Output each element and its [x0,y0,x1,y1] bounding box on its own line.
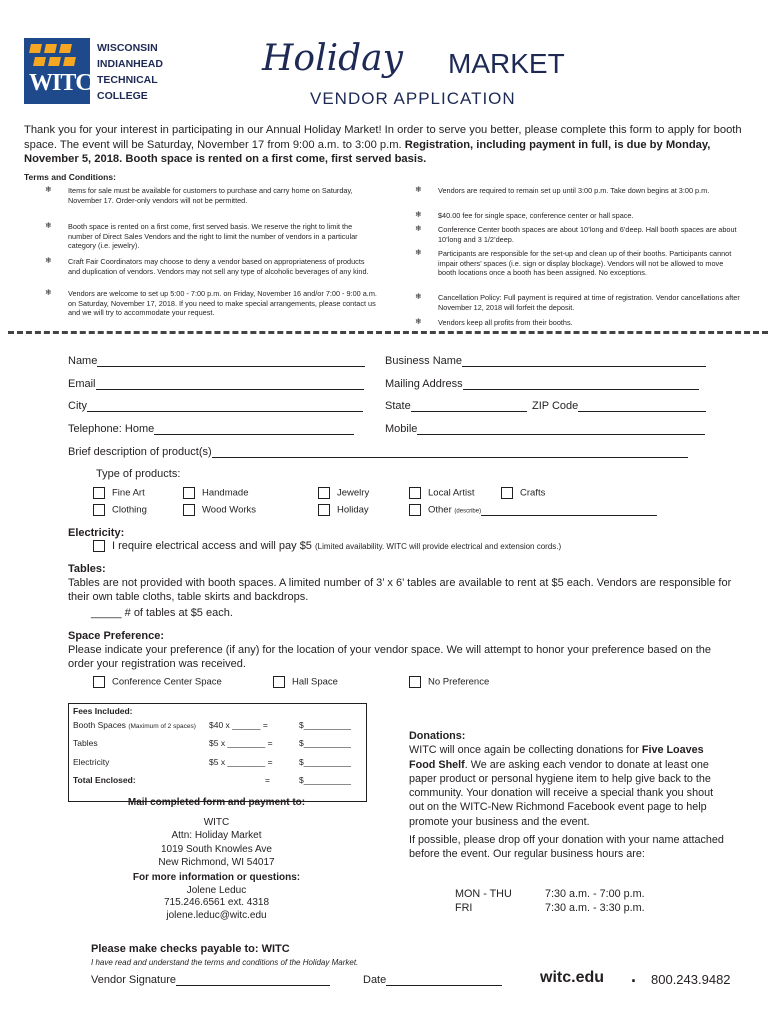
college-name [97,40,163,104]
space-heading: Space Preference: [68,630,164,642]
info-line: Jolene Leduc [186,884,247,896]
checkbox-local-artist[interactable]: Local Artist [409,487,474,499]
table-count-field[interactable]: _____ # of tables at $5 each. [91,607,233,619]
snowflake-icon: ❄ [415,224,422,233]
term-item: ❄ Vendors are welcome to set up 5:00 - 7:00 p.m. on Friday, November 16 and/or 7:00 - 9:00 a.m. on Saturday, November 17, 2018. If you need to make special arrangements, please contact us and we will try to accommodate your request. [45,288,377,318]
checkbox-icon[interactable] [273,676,285,688]
mobile-field[interactable]: Mobile [385,423,705,435]
mail-block [68,796,365,870]
checkbox-icon[interactable] [501,487,513,499]
fee-row-total[interactable]: $__________ [299,757,352,767]
intro-text: Thank you for your interest in participating in our Annual Holiday Market! In order to serve you better, please complete this form to apply for booth space. The event will be Saturday, November 17 from 9:00 a.m. to 3:00 p.m. [24,124,742,151]
donations-dropoff: If possible, please drop off your donation with your name attached before the event. Our regular business hours are: [409,834,724,861]
space-text: Please indicate your preference (if any) for the location of your vendor space. We will attempt to honor your preference based on the order your registration was received. [68,644,712,670]
fee-row: Tables [73,738,98,748]
info-heading: For more information or questions: [132,872,301,883]
snowflake-icon: ❄ [45,256,52,265]
tables-heading: Tables: [68,563,106,575]
checkbox-conference-center[interactable]: Conference Center Space [93,676,222,688]
checkbox-icon[interactable] [318,504,330,516]
cut-line-divider [8,331,768,334]
term-item: ❄ Items for sale must be available for customers to purchase and carry home on Saturday, November 17. Order-only vendors will not be permitted. [45,185,353,205]
telephone-field[interactable]: Telephone: Home [68,423,354,435]
checkbox-other[interactable]: Other (describe) [409,504,657,516]
snowflake-icon: ❄ [415,248,422,257]
snowflake-icon: ❄ [45,185,52,194]
checkbox-holiday[interactable]: Holiday [318,504,369,516]
checkbox-icon[interactable] [318,487,330,499]
donations-block [409,729,731,862]
product-description-field[interactable]: Brief description of product(s) [68,446,688,458]
hours-days: MON - THU FRI [455,888,512,914]
fee-row-price[interactable]: $40 x ______ = [209,720,268,730]
donations-text: WITC will once again be collecting donations for Five Loaves Food Shelf. We are asking each vendor to donate at least one paper product or personal hygiene item to help give back to the community. Your donation will receive a special thank you shout out on the WITC-New Richmond Facebook event page to help promote your business and the event. [409,744,714,828]
info-block [68,872,365,922]
name-field[interactable]: Name [68,355,365,367]
checkbox-wood-works[interactable]: Wood Works [183,504,256,516]
footer-website[interactable]: witc.edu [540,969,605,986]
checkbox-icon[interactable] [409,676,421,688]
fee-row-price[interactable]: $5 x ________ = [209,738,273,748]
term-item: ❄ Cancellation Policy: Full payment is required at time of registration. Vendor cancellations after November 12, 2018 will forfeit the deposit. [415,292,740,312]
hours-times: 7:30 a.m. - 7:00 p.m. 7:30 a.m. - 3:30 p.m. [545,888,645,914]
fee-row-price: = [265,775,270,785]
electricity-heading: Electricity: [68,527,125,539]
snowflake-icon: ❄ [415,210,422,219]
info-line: 715.246.6561 ext. 4318 [163,897,270,908]
term-item: ❄ Craft Fair Coordinators may choose to deny a vendor based on appropriateness of products and duplication of vendors. Vendors may not sell any type of alcoholic beverages of any kind. [45,256,369,276]
checkbox-crafts[interactable]: Crafts [501,487,545,499]
intro-deadline: Registration, including payment in full, is due by Monday, November 5, 2018. Booth space is rented on a first come, first served basis. [24,138,711,165]
checkbox-no-preference[interactable]: No Preference [409,676,489,688]
intro-paragraph [24,123,746,167]
checks-payable: Please make checks payable to: WITC [91,943,290,955]
checkbox-handmade[interactable]: Handmade [183,487,248,499]
mail-line: 1019 South Knowles Ave [160,843,272,855]
term-item: ❄ Participants are responsible for the set-up and clean up of their booths. Participants cannot impair others’ spaces (i.e. sign or display blockage). Vendors will not be allowed to move booth locations once a booth has been assigned. No exceptions. [415,248,732,278]
snowflake-icon: ❄ [415,292,422,301]
witc-logo [24,38,90,104]
checkbox-icon[interactable] [183,504,195,516]
checkbox-clothing[interactable]: Clothing [93,504,147,516]
fee-row: Electricity [73,757,110,767]
tables-text: Tables are not provided with booth spaces. A limited number of 3’ x 6’ tables are available to rent at $5 each. Vendors are responsible for their own table cloths, table skirts and backdrops. [68,577,732,603]
mailing-address-field[interactable]: Mailing Address [385,378,699,390]
email-field[interactable]: Email [68,378,364,390]
title-market: MARKET [448,48,565,79]
fee-row: Total Enclosed: [73,775,136,785]
checkbox-icon[interactable] [93,504,105,516]
college-line: TECHNICAL [97,74,158,86]
footer-phone: 800.243.9482 [651,972,731,987]
mail-line: Attn: Holiday Market [171,830,262,841]
checkbox-icon[interactable] [183,487,195,499]
checkbox-icon[interactable] [93,487,105,499]
mail-line: WITC [203,816,230,828]
term-item: ❄ $40.00 fee for single space, conference center or hall space. [415,210,634,220]
footer-separator: . [631,966,637,986]
acknowledgement: I have read and understand the terms and conditions of the Holiday Market. [91,958,359,967]
checkbox-icon[interactable] [409,487,421,499]
fee-row-total[interactable]: $__________ [299,775,352,785]
fees-box [68,703,367,802]
snowflake-icon: ❄ [45,288,52,297]
term-item: ❄ Vendors are required to remain set up until 3:00 p.m. Take down begins at 3:00 p.m. [415,185,710,195]
state-field[interactable]: State [385,400,527,412]
fee-row-total[interactable]: $__________ [299,720,352,730]
subtitle: VENDOR APPLICATION [310,89,516,108]
snowflake-icon: ❄ [415,185,422,194]
college-line: COLLEGE [97,90,148,102]
fees-heading: Fees Included: [73,706,133,716]
info-email[interactable]: jolene.leduc@witc.edu [166,909,267,921]
fee-row-price[interactable]: $5 x ________ = [209,757,273,767]
term-item: ❄ Vendors keep all profits from their booths. [415,317,573,327]
snowflake-icon: ❄ [45,221,52,230]
signature-field[interactable]: Vendor Signature [91,974,330,986]
mail-heading: Mail completed form and payment to: [127,797,306,808]
donations-heading: Donations: [409,730,466,742]
snowflake-icon: ❄ [415,317,422,326]
mail-line: New Richmond, WI 54017 [158,857,275,868]
fee-row-total[interactable]: $__________ [299,738,352,748]
checkbox-fine-art[interactable]: Fine Art [93,487,145,499]
electricity-checkbox[interactable]: I require electrical access and will pay $5 (Limited availability. WITC will provide electrical and extension cords.) [93,540,561,552]
college-line: WISCONSIN [97,42,158,54]
term-item: ❄ Booth space is rented on a first come, first served basis. We reserve the right to limit the number of Direct Sales Vendors and the right to limit the number of vendors in a particular category (i.e. jewelry). [45,221,358,251]
terms-heading: Terms and Conditions: [24,172,116,182]
product-type-label: Type of products: [96,468,181,480]
checkbox-hall-space[interactable]: Hall Space [273,676,338,688]
zip-field[interactable]: ZIP Code [532,400,706,412]
checkbox-icon[interactable] [93,676,105,688]
checkbox-icon[interactable] [93,540,105,552]
title-script: Holiday [262,38,403,79]
checkbox-jewelry[interactable]: Jewelry [318,487,369,499]
business-name-field[interactable]: Business Name [385,355,706,367]
fee-row: Booth Spaces (Maximum of 2 spaces) [73,720,196,730]
date-field[interactable]: Date [363,974,502,986]
logo-text: WITC [29,70,92,96]
city-field[interactable]: City [68,400,363,412]
college-line: INDIANHEAD [97,58,163,70]
term-item: ❄ Conference Center booth spaces are about 10’long and 6’deep. Hall booth spaces are about 10’long and 3 1/2’deep. [415,224,737,244]
checkbox-icon[interactable] [409,504,421,516]
